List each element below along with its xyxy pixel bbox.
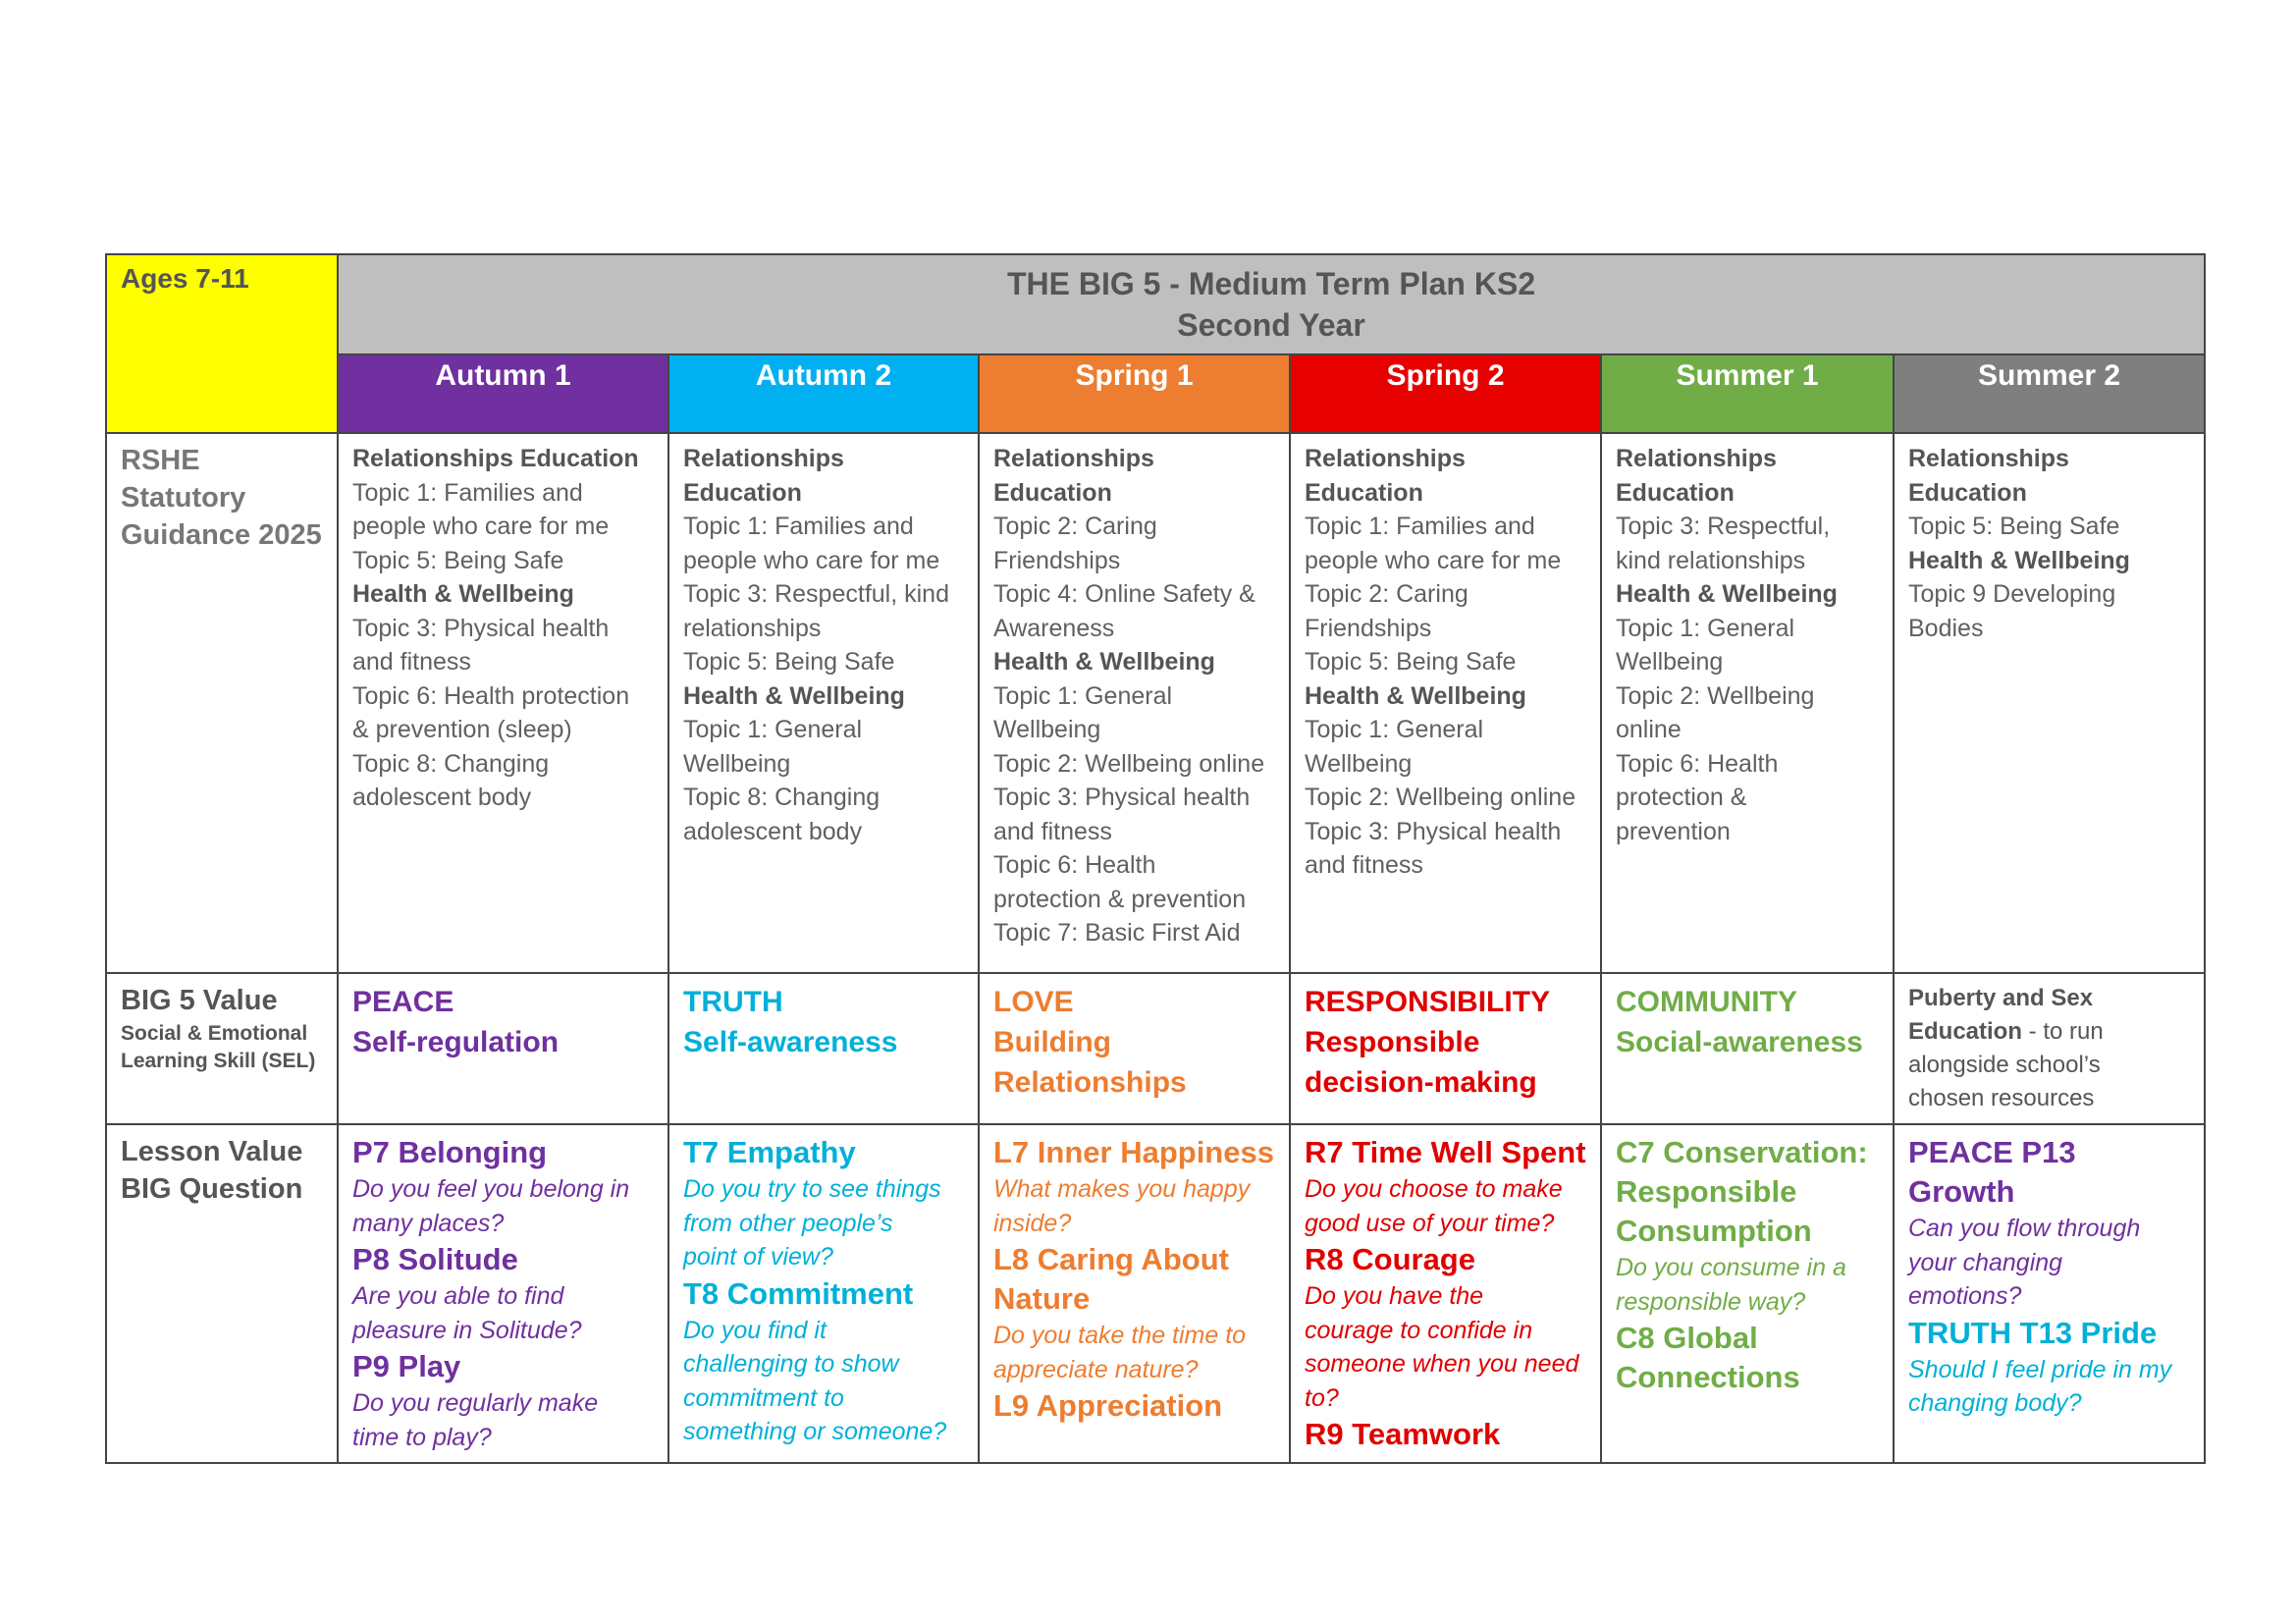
rshe-line: Relationships [1616, 445, 1777, 472]
term-label: Spring 1 [1075, 359, 1194, 392]
value-autumn-1 [338, 973, 668, 1124]
big-question-line: point of view? [683, 1243, 833, 1271]
big-question-line: from other people’s [683, 1209, 893, 1237]
big-question-line: Should I feel pride in my [1908, 1355, 2172, 1383]
big-question-line: Do you regularly make [352, 1389, 599, 1417]
ages-label [106, 254, 338, 433]
big-question-line: Do you consume in a [1616, 1254, 1846, 1281]
big-question-line: Do you have the [1305, 1282, 1484, 1310]
term-autumn-1 [338, 354, 668, 433]
lesson-spring-1 [979, 1124, 1290, 1463]
big-question-line: Do you choose to make [1305, 1175, 1563, 1203]
big-question-line: your changing [1908, 1248, 2063, 1276]
sel-skill-line: Self-awareness [683, 1026, 898, 1058]
rshe-line: kind relationships [1616, 546, 1806, 574]
rshe-line: online [1616, 716, 1682, 743]
rshe-line: Topic 1: General [1305, 716, 1484, 743]
term-spring-2 [1290, 354, 1601, 433]
value-spring-1 [979, 973, 1290, 1124]
big-question-line: Are you able to find [352, 1282, 564, 1310]
rshe-line: Relationships Education [683, 445, 844, 507]
lesson-value-title: L7 Inner Happiness [993, 1135, 1274, 1169]
pse-title-line1: Puberty and Sex [1908, 985, 2094, 1011]
rshe-line: Topic 1: Families and [683, 513, 914, 540]
rshe-line: Topic 3: Physical health [352, 614, 610, 642]
term-summer-2 [1894, 354, 2205, 433]
rshe-line: Topic 5: Being Safe [683, 648, 895, 676]
big5-value-name: TRUTH [683, 986, 783, 1018]
big-question-line: to? [1305, 1383, 1339, 1412]
rshe-line: Wellbeing [1616, 648, 1724, 676]
rshe-autumn-1 [338, 433, 668, 973]
plan-title-line2: Second Year [1177, 307, 1365, 343]
rshe-line: Topic 5: Being Safe [1908, 513, 2120, 540]
lesson-value-title: P8 Solitude [352, 1242, 518, 1276]
pse-note-line2: - to run [2022, 1018, 2104, 1045]
lesson-value-title: C7 Conservation: [1616, 1135, 1868, 1169]
lesson-value-title: Connections [1616, 1360, 1800, 1394]
rshe-line: Topic 3: Respectful, kind [683, 580, 949, 608]
rshe-label-line1: RSHE Statutory [121, 445, 246, 514]
value-summer-1 [1601, 973, 1894, 1124]
pse-title-line2: Education [1908, 1018, 2023, 1045]
sel-skill-line: Self-regulation [352, 1026, 560, 1058]
rshe-summer-2 [1894, 433, 2205, 973]
big-question-line: courage to confide in [1305, 1316, 1533, 1344]
rshe-line: Topic 5: Being Safe [352, 546, 564, 574]
lesson-value-title: Nature [993, 1281, 1091, 1316]
rshe-line: Friendships [993, 546, 1121, 574]
ages-text: Ages 7-11 [121, 263, 249, 294]
rshe-line: Health & Wellbeing [352, 580, 574, 608]
lesson-row-label [106, 1124, 338, 1463]
rshe-line: and fitness [1305, 851, 1423, 879]
rshe-line: adolescent body [683, 817, 863, 845]
lesson-value-title: P7 Belonging [352, 1135, 548, 1169]
rshe-line: relationships [683, 614, 822, 642]
rshe-line: Topic 5: Being Safe [1305, 648, 1517, 676]
sel-label-line1: Social & Emotional [121, 1022, 308, 1045]
sel-label-line2: Learning Skill (SEL) [121, 1050, 316, 1072]
lesson-value-title: L8 Caring About [993, 1242, 1229, 1276]
rshe-line: and fitness [352, 648, 471, 676]
lesson-value-title: C8 Global [1616, 1321, 1758, 1355]
big5-value-name: LOVE [993, 986, 1074, 1018]
term-summer-1 [1601, 354, 1894, 433]
big-question-line: Can you flow through [1908, 1215, 2141, 1242]
rshe-line: Relationships Education [993, 445, 1154, 507]
term-spring-1 [979, 354, 1290, 433]
big5-value-name: RESPONSIBILITY [1305, 986, 1551, 1018]
rshe-line: & prevention (sleep) [352, 716, 572, 743]
rshe-line: Bodies [1908, 614, 1984, 642]
rshe-line: Topic 6: Health protection [352, 681, 630, 710]
rshe-line: Health & Wellbeing [683, 681, 905, 710]
rshe-row-label [106, 433, 338, 973]
rshe-line: and fitness [993, 817, 1112, 845]
lesson-value-title: P9 Play [352, 1349, 461, 1383]
rshe-line: Wellbeing [683, 749, 791, 778]
lesson-label-line1: Lesson Value [121, 1136, 303, 1167]
rshe-line: Wellbeing [1305, 749, 1413, 778]
rshe-line: protection & [1616, 784, 1747, 811]
rshe-line: Topic 1: Families and [352, 478, 583, 507]
lesson-value-title: R9 Teamwork [1305, 1417, 1501, 1451]
big5-value-name: COMMUNITY [1616, 986, 1797, 1018]
term-label: Spring 2 [1386, 359, 1505, 392]
lesson-spring-2 [1290, 1124, 1601, 1463]
rshe-spring-2 [1290, 433, 1601, 973]
rshe-line: Topic 1: General [683, 716, 863, 743]
sel-skill-line: Building [993, 1026, 1111, 1058]
big5-value-name: PEACE [352, 986, 454, 1018]
rshe-line: Topic 2: Caring [1305, 580, 1468, 608]
pse-note-line3: alongside school’s [1908, 1052, 2101, 1078]
lesson-label-line2: BIG Question [121, 1173, 303, 1205]
rshe-line: Topic 8: Changing [352, 749, 550, 778]
big-question-line: commitment to [683, 1383, 844, 1412]
medium-term-plan-table [105, 253, 2206, 1464]
rshe-line: Awareness [993, 614, 1115, 642]
big-question-line: What makes you happy [993, 1175, 1251, 1203]
big5-row-label [106, 973, 338, 1124]
rshe-line: people who care for me [683, 546, 940, 574]
sel-skill-line: Relationships [993, 1066, 1187, 1099]
big-question-line: emotions? [1908, 1282, 2022, 1310]
sel-skill-line: Responsible [1305, 1026, 1480, 1058]
rshe-label-line2: Guidance 2025 [121, 519, 322, 551]
rshe-line: Topic 2: Wellbeing online [1305, 784, 1576, 811]
rshe-line: Topic 6: Health [1616, 749, 1779, 778]
value-autumn-2 [668, 973, 979, 1124]
lesson-value-title: T8 Commitment [683, 1275, 914, 1311]
term-label: Autumn 2 [755, 359, 892, 392]
lesson-value-title: Consumption [1616, 1214, 1812, 1248]
term-label: Summer 1 [1676, 359, 1819, 392]
rshe-spring-1 [979, 433, 1290, 973]
big-question-line: Do you take the time to [993, 1322, 1247, 1349]
rshe-autumn-2 [668, 433, 979, 973]
sel-skill-line: decision-making [1305, 1066, 1537, 1099]
big-question-line: Do you try to see things [683, 1175, 941, 1203]
rshe-line: Health & Wellbeing [993, 648, 1215, 676]
lesson-autumn-2 [668, 1124, 979, 1463]
term-autumn-2 [668, 354, 979, 433]
rshe-line: Topic 3: Physical health [993, 784, 1251, 811]
sel-skill-line: Social-awareness [1616, 1026, 1863, 1058]
big-question-line: something or someone? [683, 1418, 947, 1445]
lesson-value-title: R8 Courage [1305, 1242, 1475, 1276]
plan-title [338, 254, 2205, 354]
rshe-line: Friendships [1305, 614, 1432, 642]
rshe-line: Topic 4: Online Safety & [993, 580, 1255, 608]
term-label: Summer 2 [1977, 359, 2121, 392]
rshe-line: Health & Wellbeing [1616, 580, 1838, 608]
rshe-line: Topic 3: Respectful, [1616, 513, 1831, 540]
rshe-line: Topic 3: Physical health [1305, 817, 1562, 845]
rshe-line: Topic 2: Wellbeing online [993, 749, 1265, 778]
lesson-value-title: T7 Empathy [683, 1135, 856, 1169]
rshe-line: Topic 9 Developing [1908, 580, 2116, 608]
value-summer-2-pse-note [1894, 973, 2205, 1124]
value-spring-2 [1290, 973, 1601, 1124]
lesson-summer-2 [1894, 1124, 2205, 1463]
rshe-line: protection & prevention [993, 885, 1247, 913]
rshe-line: Topic 7: Basic First Aid [993, 919, 1241, 947]
rshe-line: Topic 1: General [993, 681, 1173, 710]
rshe-line: Wellbeing [993, 716, 1101, 743]
rshe-line: Health & Wellbeing [1305, 681, 1526, 710]
rshe-line: adolescent body [352, 784, 532, 811]
rshe-line: Relationships Education [352, 445, 639, 472]
rshe-line: Topic 2: Wellbeing [1616, 681, 1815, 710]
big-question-line: pleasure in Solitude? [352, 1316, 582, 1344]
big-question-line: inside? [993, 1209, 1072, 1237]
big-question-line: someone when you need [1305, 1350, 1579, 1378]
big-question-line: Do you find it [683, 1316, 827, 1344]
lesson-value-title: PEACE P13 Growth [1908, 1135, 2076, 1209]
plan-title-line1: THE BIG 5 - Medium Term Plan KS2 [1006, 266, 1536, 301]
rshe-line: Topic 8: Changing [683, 784, 881, 811]
rshe-line: Topic 1: General [1616, 614, 1795, 642]
big-question-line: responsible way? [1616, 1287, 1806, 1316]
term-label: Autumn 1 [435, 359, 571, 392]
rshe-line: Topic 6: Health [993, 851, 1156, 879]
pse-note-line4: chosen resources [1908, 1085, 2095, 1111]
lesson-value-title: L9 Appreciation [993, 1388, 1223, 1423]
big-question-line: changing body? [1908, 1389, 2082, 1417]
rshe-summer-1 [1601, 433, 1894, 973]
big-question-line: challenging to show [683, 1350, 899, 1378]
big-question-line: Do you feel you belong in [352, 1175, 630, 1203]
lesson-value-title: R7 Time Well Spent [1305, 1135, 1586, 1169]
rshe-line: Topic 1: Families and [1305, 513, 1535, 540]
rshe-line: Relationships Education [1305, 445, 1466, 507]
big5-label: BIG 5 Value [121, 985, 278, 1016]
lesson-value-title: Responsible [1616, 1174, 1797, 1209]
rshe-line: Health & Wellbeing [1908, 546, 2130, 574]
big-question-line: good use of your time? [1305, 1209, 1555, 1237]
rshe-line: Topic 2: Caring [993, 513, 1157, 540]
big-question-line: appreciate nature? [993, 1355, 1199, 1383]
lesson-value-title: TRUTH T13 Pride [1908, 1315, 2158, 1350]
big-question-line: time to play? [352, 1423, 492, 1451]
rshe-line: people who care for me [352, 513, 610, 540]
big-question-line: many places? [352, 1209, 505, 1237]
rshe-line: people who care for me [1305, 546, 1562, 574]
rshe-line: Education [1616, 478, 1735, 507]
rshe-line: prevention [1616, 817, 1731, 845]
lesson-autumn-1 [338, 1124, 668, 1463]
rshe-line: Relationships Education [1908, 445, 2069, 507]
lesson-summer-1 [1601, 1124, 1894, 1463]
